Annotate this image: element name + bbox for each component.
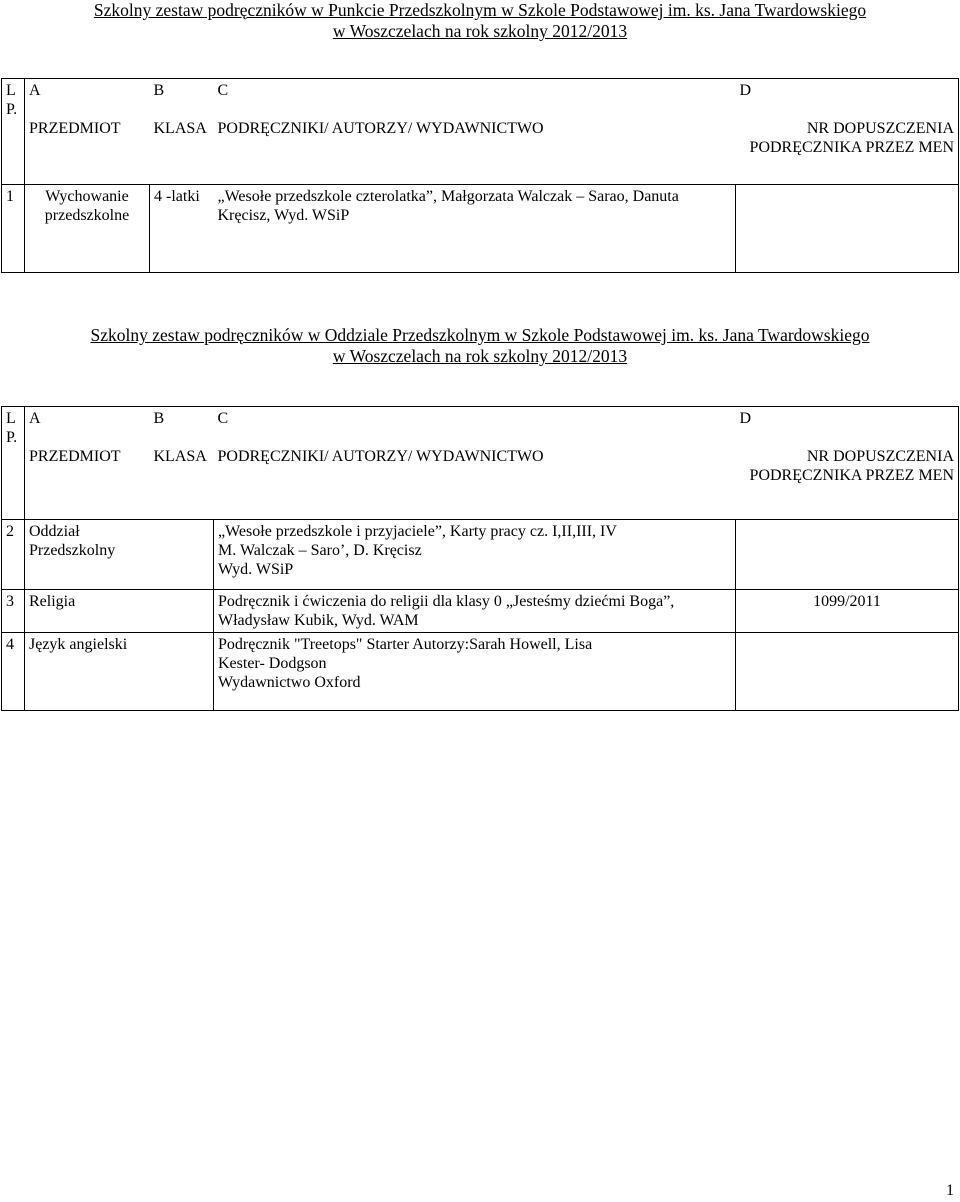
header-label-a: PRZEDMIOT: [29, 120, 121, 137]
row2-lp: 2: [2, 520, 25, 590]
row1-lp: 1: [2, 185, 25, 273]
row2-klasa-empty: [150, 520, 214, 590]
header-nr: [736, 407, 959, 520]
row1-subject: Wychowanie przedszkolne: [25, 185, 150, 273]
header-przedmiot: [25, 79, 150, 185]
header-letter-b: B: [153, 410, 165, 427]
section2-title: [0, 325, 960, 367]
row4-lp: 4: [2, 633, 25, 711]
row1-klasa: 4 -latki: [150, 185, 214, 273]
header-letter-a: A: [29, 410, 41, 427]
row2-books-line3: Wyd. WSiP: [218, 561, 294, 578]
header-label-b: KLASA: [153, 120, 207, 137]
header-label-d: NR DOPUSZCZENIA PODRĘCZNIKA PRZEZ MEN: [749, 120, 954, 156]
row3-klasa-empty: [150, 590, 214, 633]
row3-lp: 3: [2, 590, 25, 633]
row3-nr: 1099/2011: [736, 590, 959, 633]
header-podreczniki: [214, 407, 736, 520]
row2-subject: Oddział Przedszkolny: [25, 520, 150, 590]
section1-title: [0, 0, 960, 42]
row4-books-line3: Wydawnictwo Oxford: [218, 674, 361, 691]
row3-subject: Religia: [25, 590, 150, 633]
header-lp: L P.: [2, 407, 25, 520]
header-letter-d: D: [739, 82, 752, 99]
header-klasa: [150, 407, 214, 520]
row4-books: [214, 633, 736, 711]
page-number: 1: [946, 1182, 954, 1199]
header-letter-c: C: [217, 410, 229, 427]
header-lp: L P.: [2, 79, 25, 185]
header-row: [2, 407, 959, 520]
table-row: [2, 185, 959, 273]
header-label-d: NR DOPUSZCZENIA PODRĘCZNIKA PRZEZ MEN: [749, 448, 954, 484]
table-row: [2, 520, 959, 590]
header-klasa: [150, 79, 214, 185]
header-label-b: KLASA: [153, 448, 207, 465]
header-row: [2, 79, 959, 185]
row4-books-line1: Podręcznik "Treetops" Starter Autorzy:Sarah Howell, Lisa: [218, 636, 593, 653]
header-label-a: PRZEDMIOT: [29, 448, 121, 465]
row4-klasa-empty: [150, 633, 214, 711]
table-row: [2, 633, 959, 711]
row2-books-line1: „Wesołe przedszkole i przyjaciele”, Karty pracy cz. I,II,III, IV: [218, 523, 617, 540]
row4-subject: Język angielski: [25, 633, 150, 711]
row3-books: Podręcznik i ćwiczenia do religii dla klasy 0 „Jesteśmy dziećmi Boga”, Władysław Kubik, Wyd. WAM: [214, 590, 736, 633]
header-label-c: PODRĘCZNIKI/ AUTORZY/ WYDAWNICTWO: [217, 448, 544, 465]
section2-title-line2: w Woszczelach na rok szkolny 2012/2013: [332, 346, 628, 366]
header-label-c: PODRĘCZNIKI/ AUTORZY/ WYDAWNICTWO: [217, 120, 544, 137]
section1-title-line1: Szkolny zestaw podręczników w Punkcie Przedszkolnym w Szkole Podstawowej im. ks. Jana Twardowskiego: [93, 0, 867, 20]
row2-books: [214, 520, 736, 590]
row4-books-line2: Kester- Dodgson: [218, 655, 327, 672]
section2-table: [1, 406, 959, 711]
row2-nr: [736, 520, 959, 590]
header-letter-b: B: [153, 82, 165, 99]
header-letter-d: D: [739, 410, 752, 427]
table-row: [2, 590, 959, 633]
header-letter-c: C: [217, 82, 229, 99]
header-letter-a: A: [29, 82, 41, 99]
header-podreczniki: [214, 79, 736, 185]
row1-books: „Wesołe przedszkole czterolatka”, Małgorzata Walczak – Sarao, Danuta Kręcisz, Wyd. WSiP: [214, 185, 736, 273]
row4-nr: [736, 633, 959, 711]
header-przedmiot: [25, 407, 150, 520]
section1-table: [1, 78, 959, 273]
header-nr: [736, 79, 959, 185]
row2-books-line2: M. Walczak – Saro’, D. Kręcisz: [218, 542, 422, 559]
section2-title-line1: Szkolny zestaw podręczników w Oddziale Przedszkolnym w Szkole Podstawowej im. ks. Jana Twardowskiego: [90, 325, 870, 345]
section1-title-line2: w Woszczelach na rok szkolny 2012/2013: [332, 21, 628, 41]
row1-nr: [736, 185, 959, 273]
